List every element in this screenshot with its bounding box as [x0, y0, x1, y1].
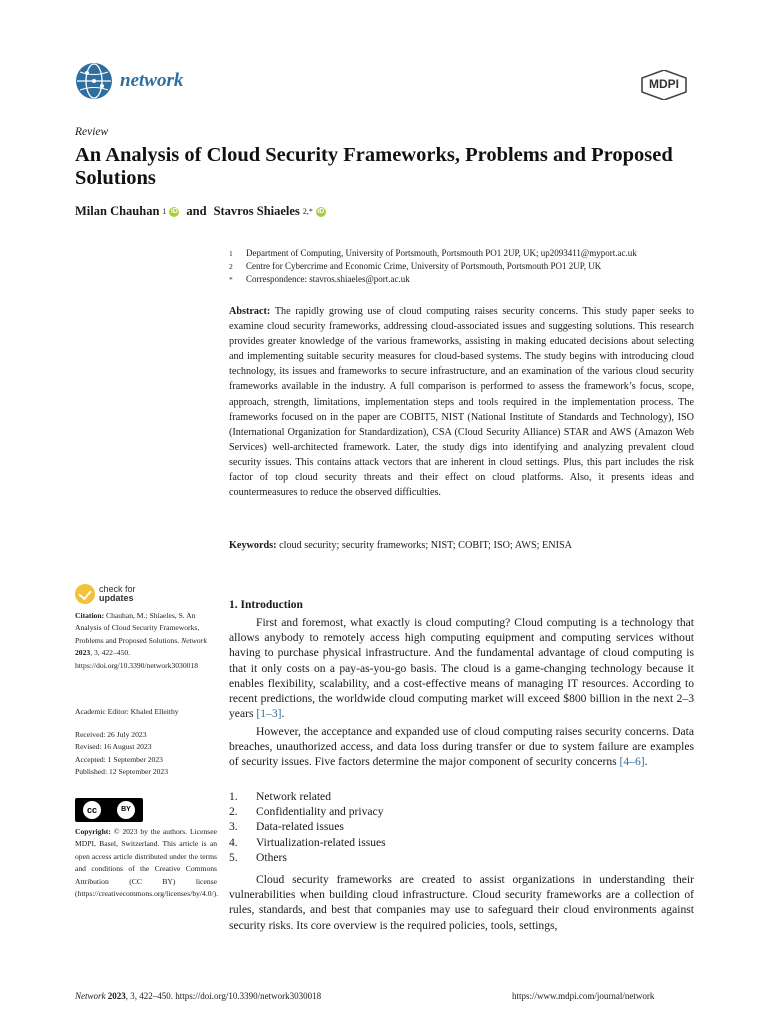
footer-doi[interactable]: , 3, 422–450. https://doi.org/10.3390/network3030018 — [125, 991, 322, 1001]
abstract — [229, 304, 694, 500]
keywords — [229, 540, 694, 551]
citation — [75, 610, 217, 672]
academic-editor: Academic Editor: Khaled Elleithy — [75, 707, 179, 716]
list-text: Confidentiality and privacy — [256, 805, 384, 819]
list-number: 2. — [229, 805, 238, 819]
orcid-icon[interactable]: iD — [317, 207, 325, 215]
list-item — [229, 819, 386, 834]
list-item — [229, 804, 386, 819]
author-name: Stavros Shiaeles — [213, 204, 300, 218]
author-affil-mark: 1 — [162, 207, 167, 216]
list-item — [229, 835, 386, 850]
by-icon: BY — [117, 801, 135, 819]
paragraph-text: However, the acceptance and expanded use of cloud computing raises security concerns. Data breaches, unauthorized access, and data loss during transfer or due to system failure are examples of security issues. Five factors determine the major component of security concerns — [229, 725, 694, 769]
abstract-text: The rapidly growing use of cloud computing raises security concerns. This study paper seeks to examine cloud security frameworks, addressing cloud-associated issues and suggesting solutions. This research provides greater knowledge of the various frameworks, assisting in making educated decisions about selecting and implementing suitable security measures for cloud-based systems. The study begins with introducing cloud technology, its issues and frameworks to secure infrastructure, and an examination of the various cloud security frameworks available in the industry. A full comparison is performed to assess the framework’s focus, scope, approach, strength, limitations, implementation steps and tools required in the implementation process. The frameworks focused on in the paper are COBIT5, NIST (National Institute of Standards and Technology), ISO (International Organization for Standardization), CSA (Cloud Security Alliance) STAR and AWS (Amazon Web Services) well-architected framework. Later, the study digs into identifying and analyzing prevalent cloud security issues. This contains attack vectors that are inherent in cloud settings. Plus, this part includes the risk factor of top cloud security threats and their effect on cloud platforms. Also, it presents ideas and countermeasures to reduce the observed difficulties. — [229, 306, 694, 499]
paragraph: First and foremost, what exactly is cloud computing? Cloud computing is a technology that allows anybody to remotely access high computing equipment and computing services without having to purchase physical infrastructure. And the fundamental advantage of cloud computing is that it only costs on a pay-as-you-go basis. The cloud is a game-changing technology because it enables flexibility, scalability, and a cost-effective means of managing IT resources. According to recent predictions, the worldwide cloud computing market will exceed $800 billion in the next 2–3 years [1–3]. — [229, 616, 694, 721]
list-item — [229, 850, 386, 865]
citation-text: Chauhan, M.; Shiaeles, S. An Analysis of Cloud Security Frameworks, Problems and Proposed Solutions. — [75, 611, 200, 645]
check-icon — [75, 584, 95, 604]
list-number: 5. — [229, 850, 238, 864]
orcid-icon[interactable]: iD — [170, 207, 178, 215]
affiliation-mark: * — [229, 275, 233, 284]
citation-link[interactable]: [1–3] — [256, 707, 282, 721]
copyright-text: © 2023 by the authors. Licensee MDPI, Basel, Switzerland. This article is an open access article distributed under the terms and conditions of the Creative Commons Attribution (CC BY) license (https://creativecommons.org/licenses/by/4.0/). — [75, 827, 219, 899]
affiliation — [229, 247, 637, 260]
paragraph-text: First and foremost, what exactly is cloud computing? Cloud computing is a technology that allows anybody to remotely access high computing equipment and computing services without having to purchase physical infrastructure. And the fundamental advantage of cloud computing is that it only costs on a pay-as-you-go basis. The cloud is a game-changing technology because it enables flexibility, scalability, and a cost-effective means of managing IT resources. According to recent predictions, the worldwide cloud computing market will exceed $800 billion in the next 2–3 years — [229, 616, 694, 721]
numbered-list — [229, 789, 386, 865]
published-date: Published: 12 September 2023 — [75, 767, 169, 777]
received-date: Received: 26 July 2023 — [75, 730, 147, 739]
paper-title: An Analysis of Cloud Security Frameworks, Problems and Proposed Solutions — [75, 144, 673, 189]
copyright-label: Copyright: — [75, 827, 111, 836]
abstract-label: Abstract: — [229, 306, 271, 317]
list-number: 1. — [229, 790, 238, 803]
affiliation-text: Department of Computing, University of Portsmouth, Portsmouth PO1 2UP, UK; up2093411@myport.ac.uk — [246, 248, 637, 258]
footer-year: 2023 — [107, 991, 126, 1001]
footer-journal: Network — [75, 991, 106, 1001]
paragraph: However, the acceptance and expanded use of cloud computing raises security concerns. Data breaches, unauthorized access, and data loss during transfer or due to system failure are examples of security issues. Five factors determine the major component of security concerns [4–6]. — [229, 725, 694, 769]
list-number: 4. — [229, 835, 238, 849]
list-number: 3. — [229, 820, 238, 834]
citation-journal: Network — [181, 635, 207, 645]
footer-citation — [75, 991, 321, 1001]
author-affil-mark: 2,* — [302, 207, 313, 216]
affiliation-mark: 1 — [229, 249, 233, 258]
section-heading: 1. Introduction — [229, 599, 303, 611]
keywords-label: Keywords: — [229, 540, 277, 551]
copyright — [75, 826, 217, 900]
affiliations — [229, 247, 637, 286]
correspondence-text: Correspondence: stavros.shiaeles@port.ac.uk — [246, 274, 410, 284]
citation-link[interactable]: [4–6] — [619, 755, 645, 769]
paragraph: Cloud security frameworks are created to assist organizations in understanding their vulnerabilities when building cloud infrastructure. Cloud security frameworks are a collection of rules, standards, and best that companies may use to safeguard their cloud environments against security risks. Its core overview is the required policies, tools, settings, — [229, 873, 694, 932]
footer-journal-url[interactable]: https://www.mdpi.com/journal/network — [512, 991, 655, 1001]
check-for-updates-button[interactable] — [75, 584, 136, 604]
accepted-date: Accepted: 1 September 2023 — [75, 754, 163, 764]
cc-by-license-badge[interactable] — [75, 798, 143, 822]
list-text: Data-related issues — [256, 820, 344, 834]
affiliation-text: Centre for Cybercrime and Economic Crime, University of Portsmouth, Portsmouth PO1 2UP, UK — [246, 261, 602, 271]
revised-date: Revised: 16 August 2023 — [75, 742, 152, 752]
keywords-text: cloud security; security frameworks; NIST; COBIT; ISO; AWS; ENISA — [279, 540, 572, 551]
citation-year: 2023 — [75, 648, 91, 658]
citation-label: Citation: — [75, 611, 105, 620]
list-text: Virtualization-related issues — [256, 835, 386, 849]
network-logo-icon — [75, 62, 113, 100]
author-list — [75, 204, 326, 219]
list-text: Others — [256, 850, 287, 864]
list-text: Network related — [256, 790, 332, 803]
author-joiner: and — [186, 204, 207, 218]
author-name: Milan Chauhan — [75, 204, 160, 218]
affiliation — [229, 273, 637, 286]
check-for-updates-label: check for updates — [99, 584, 136, 603]
article-type: Review — [75, 126, 109, 138]
list-item — [229, 789, 386, 804]
journal-name: network — [120, 70, 184, 91]
affiliation-mark: 2 — [229, 262, 233, 271]
citation-rest: , 3, 422–450. https://doi.org/10.3390/network3030018 — [75, 648, 199, 670]
mdpi-logo — [640, 70, 688, 100]
cc-icon: cc — [83, 801, 101, 819]
affiliation — [229, 260, 637, 273]
publisher-name: MDPI — [649, 77, 679, 91]
dates-block — [75, 729, 217, 779]
